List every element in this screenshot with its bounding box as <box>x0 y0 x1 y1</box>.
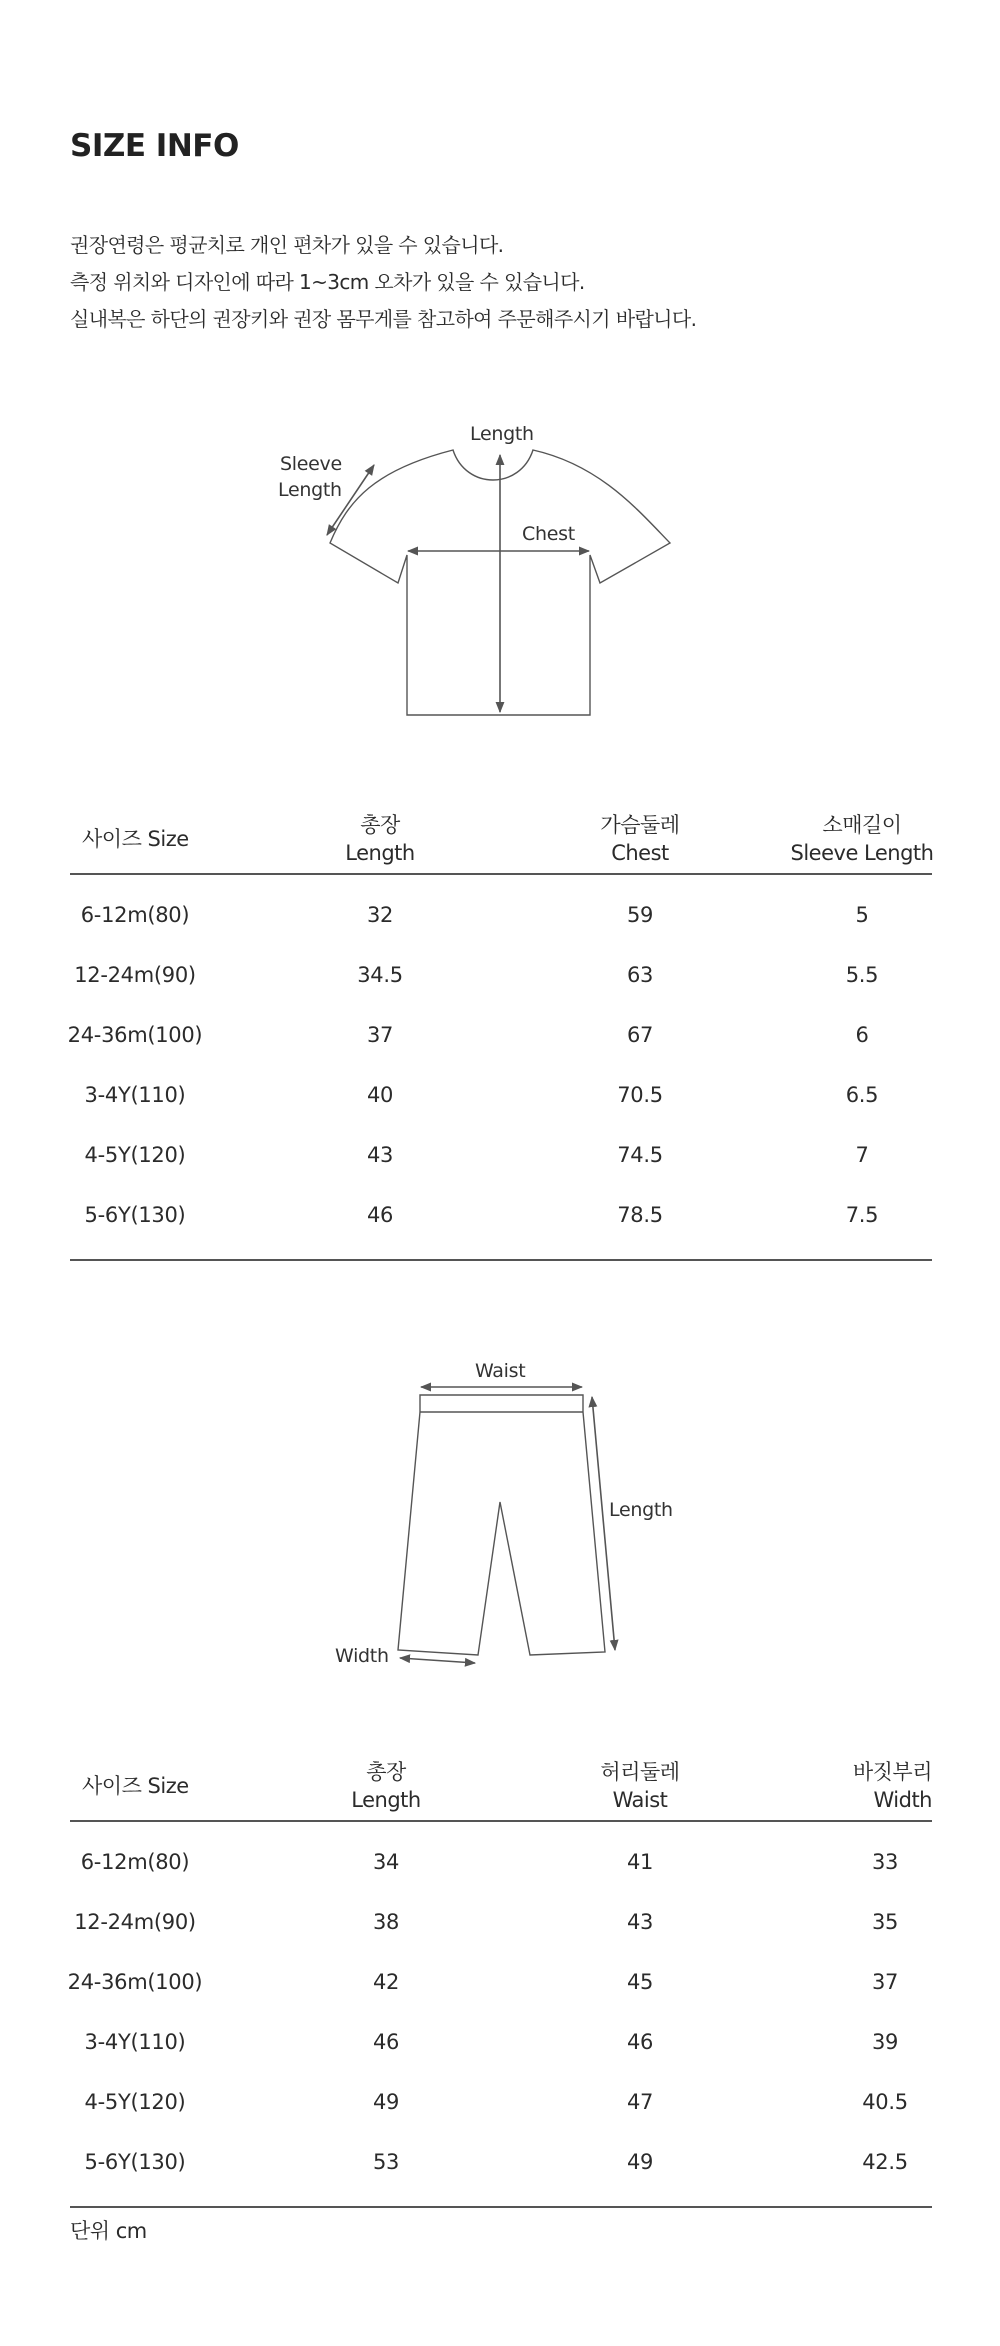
size-notes <box>70 227 696 338</box>
length-cell: 43 <box>366 1143 394 1167</box>
sleeve-cell: 5 <box>855 903 869 927</box>
table-body <box>67 875 932 1261</box>
sleeve-cell: 6 <box>855 1023 869 1047</box>
length-cell: 49 <box>372 2090 400 2114</box>
chest-cell: 63 <box>626 963 654 987</box>
table-row <box>67 1005 932 1065</box>
sleeve-cell: 6.5 <box>845 1083 879 1107</box>
size-cell: 3-4Y(110) <box>84 2030 186 2054</box>
size-cell: 3-4Y(110) <box>84 1083 186 1107</box>
table-header <box>70 803 932 875</box>
length-cell: 53 <box>372 2150 400 2174</box>
length-cell: 37 <box>366 1023 394 1047</box>
width-cell: 39 <box>871 2030 899 2054</box>
waist-label: Waist <box>475 1360 526 1382</box>
chest-label: Chest <box>522 523 575 545</box>
length-cell: 32 <box>366 903 394 927</box>
size-cell: 4-5Y(120) <box>84 1143 186 1167</box>
sleeve-label: Length <box>278 479 342 501</box>
chest-cell: 67 <box>626 1023 654 1047</box>
width-cell: 35 <box>871 1910 899 1934</box>
width-arrow <box>400 1658 475 1663</box>
length-cell: 46 <box>372 2030 400 2054</box>
column-header-length: 총장 Length <box>351 1760 421 1812</box>
length-cell: 42 <box>372 1970 400 1994</box>
table-row <box>70 945 932 1005</box>
length-label: Length <box>470 423 534 445</box>
chest-cell: 74.5 <box>617 1143 663 1167</box>
table-row <box>70 1892 932 1952</box>
size-cell: 12-24m(90) <box>74 963 196 987</box>
bottom-measurement-diagram <box>330 1350 700 1680</box>
length-cell: 40 <box>366 1083 394 1107</box>
waist-cell: 47 <box>626 2090 654 2114</box>
column-header-sleeve-length: 소매길이 Sleeve Length <box>790 813 934 865</box>
length-cell: 34 <box>372 1850 400 1874</box>
column-header-size: 사이즈 Size <box>82 1774 189 1798</box>
size-cell: 6-12m(80) <box>80 903 190 927</box>
page-title: SIZE INFO <box>70 128 239 164</box>
chest-cell: 70.5 <box>617 1083 663 1107</box>
width-cell: 42.5 <box>862 2150 908 2174</box>
chest-cell: 59 <box>626 903 654 927</box>
length-cell: 34.5 <box>357 963 403 987</box>
length-label: Length <box>609 1499 673 1521</box>
table-row <box>70 1065 932 1125</box>
length-cell: 38 <box>372 1910 400 1934</box>
length-arrow <box>592 1397 615 1650</box>
bottom-size-table <box>67 1750 932 2208</box>
table-row <box>70 1125 932 1185</box>
width-cell: 33 <box>871 1850 899 1874</box>
table-header <box>70 1750 932 1822</box>
size-cell: 5-6Y(130) <box>84 1203 186 1227</box>
size-cell: 5-6Y(130) <box>84 2150 186 2174</box>
sleeve-cell: 5.5 <box>845 963 879 987</box>
sleeve-label: Sleeve <box>280 453 342 475</box>
shorts-outline <box>398 1395 605 1655</box>
table-row <box>70 2072 932 2132</box>
table-row <box>70 2012 932 2072</box>
table-row <box>70 1185 932 1245</box>
sleeve-cell: 7.5 <box>845 1203 879 1227</box>
size-cell: 12-24m(90) <box>74 1910 196 1934</box>
column-header-size: 사이즈 Size <box>82 827 189 851</box>
table-row <box>70 1832 932 1892</box>
unit-note: 단위 cm <box>70 2219 147 2243</box>
top-size-table <box>67 803 934 1261</box>
width-cell: 37 <box>871 1970 899 1994</box>
waist-cell: 49 <box>626 2150 654 2174</box>
note-line: 실내복은 하단의 권장키와 권장 몸무게를 참고하여 주문해주시기 바랍니다. <box>70 307 697 331</box>
note-line: 측정 위치와 디자인에 따라 1~3cm 오차가 있을 수 있습니다. <box>70 270 585 294</box>
table-body <box>67 1822 932 2208</box>
waist-cell: 43 <box>626 1910 654 1934</box>
width-label: Width <box>335 1645 389 1667</box>
size-cell: 24-36m(100) <box>67 1023 203 1047</box>
chest-cell: 78.5 <box>617 1203 663 1227</box>
top-measurement-diagram <box>270 415 690 725</box>
table-row <box>67 1952 932 2012</box>
waist-cell: 45 <box>626 1970 654 1994</box>
size-cell: 24-36m(100) <box>67 1970 203 1994</box>
waist-cell: 46 <box>626 2030 654 2054</box>
column-header-chest: 가슴둘레 Chest <box>600 813 680 865</box>
length-cell: 46 <box>366 1203 394 1227</box>
table-row <box>70 2132 932 2192</box>
size-cell: 6-12m(80) <box>80 1850 190 1874</box>
column-header-waist: 허리둘레 Waist <box>600 1760 680 1812</box>
waist-cell: 41 <box>626 1850 654 1874</box>
sleeve-cell: 7 <box>855 1143 869 1167</box>
size-cell: 4-5Y(120) <box>84 2090 186 2114</box>
column-header-width: 바짓부리 Width <box>852 1760 932 1812</box>
column-header-length: 총장 Length <box>345 813 415 865</box>
table-row <box>70 885 932 945</box>
note-line: 권장연령은 평균치로 개인 편차가 있을 수 있습니다. <box>70 233 504 257</box>
width-cell: 40.5 <box>862 2090 908 2114</box>
